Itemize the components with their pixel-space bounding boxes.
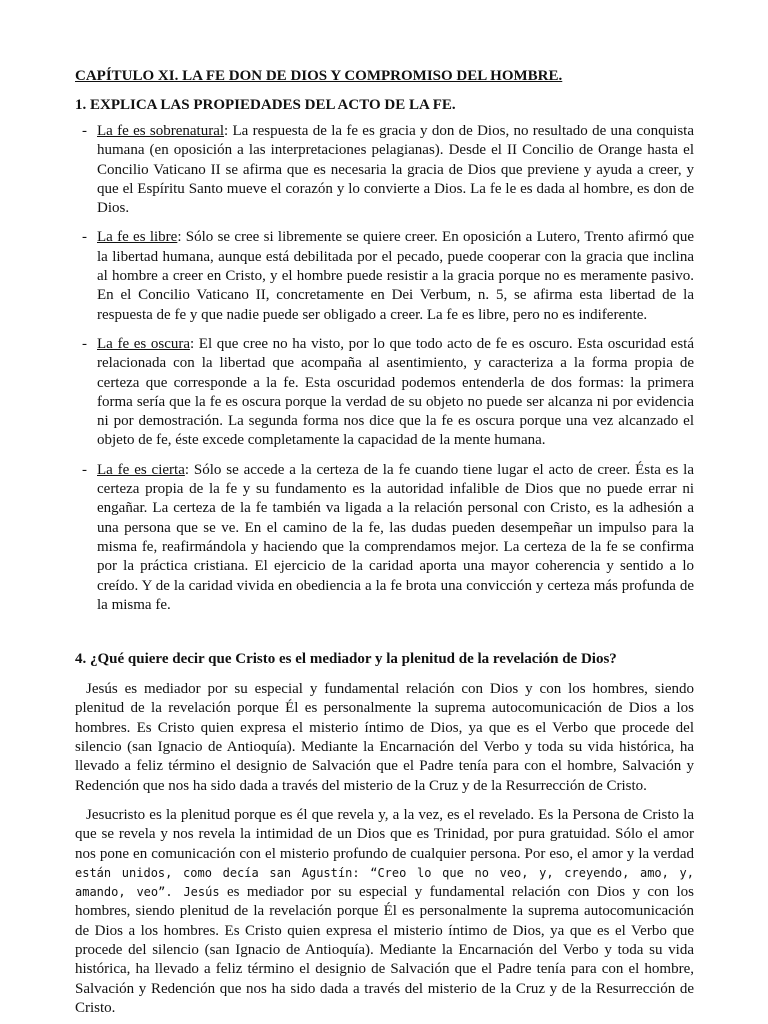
list-item-body	[97, 461, 694, 615]
chapter-title: CAPÍTULO XI. LA FE DON DE DIOS Y COMPROMISO DEL HOMBRE.	[75, 68, 563, 84]
paragraph-2-part-c: es mediador por su especial y fundamental relación con Dios y con los hombres, siendo plenitud de la revelación porque Él es personalmente la suprema autocomunicación de Dios a los hombres. Es Cristo quien expresa el misterio íntimo de Dios, ya que es el Verbo que procede del silencio (san Ignacio de Antioquía). Mediante la Encarnación del Verbo y toda su vida histórica, ha llevado a feliz término el designio de Salvación que el Padre tenía para con el hombre, Salvación y Redención que nos ha sido dada a través del misterio de la Cruz y de la Resurrección de Cristo.	[75, 884, 694, 1016]
list-item-text: : Sólo se accede a la certeza de la fe cuando tiene lugar el acto de creer. Ésta es la certeza propia de la fe y su fundamento es la autoridad infalible de Dios que no puede errar ni engañar. La certeza de la fe también va ligada a la relación personal con Cristo, es la adhesión a una persona que se ve. En el camino de la fe, las dudas pueden desempeñar un impulso para la misma fe, reafirmándola y haciendo que la comprendamos mejor. La certeza de la fe se confirma por la práctica cristiana. El ejercicio de la caridad aporta una mayor coherencia y sentido a lo creído. Y de la caridad vivida en obediencia a la fe brota una convicción y certeza más profunda de la misma fe.	[97, 461, 694, 613]
list-item-label: La fe es oscura	[97, 335, 191, 352]
list-item-body	[97, 335, 694, 451]
list-item	[75, 461, 694, 615]
list-item-label: La fe es cierta	[97, 461, 185, 478]
list-dash: -	[82, 229, 87, 246]
list-item-text: : La respuesta de la fe es gracia y don de Dios, no resultado de una conquista humana (en oposición a las interpretaciones pelagianas). Desde el II Concilio de Orange hasta el Concilio Vaticano II se afirma que es necesaria la gracia de Dios que previene y ayuda a creer, y que el Espíritu Santo mueve el corazón y lo convierte a Dios. La fe le es dada al hombre, es don de Dios.	[97, 123, 694, 217]
list-item-label: La fe es sobrenatural	[97, 123, 225, 139]
section-4-heading: 4. ¿Qué quiere decir que Cristo es el mediador y la plenitud de la revelación de Dios?	[75, 651, 617, 668]
paragraph-2-part-a: Jesucristo es la plenitud porque es él que revela y, a la vez, es el revelado. Es la Persona de Cristo la que se revela y nos revela la intimidad de un Dios que es Trinidad, por pura gratuidad. Sólo el amor nos pone en comunicación con el misterio profundo de cualquier persona. Por eso, el amor y la verdad	[75, 806, 694, 862]
list-dash: -	[82, 335, 87, 352]
paragraph-1: Jesús es mediador por su especial y fundamental relación con Dios y con los hombres, siendo plenitud de la revelación porque Él es personalmente la suprema autocomunicación de Dios a los hombres. Es Cristo quien expresa el misterio íntimo de Dios, ya que es el Verbo que procede del silencio (san Ignacio de Antioquía). Mediante la Encarnación del Verbo y toda su vida histórica, ha llevado a feliz término el designio de Salvación que el Padre tenía para con el hombre, Salvación y Redención que nos ha sido dada a través del misterio de la Cruz y de la Resurrección de Cristo.	[75, 681, 694, 794]
paragraph-2	[75, 806, 694, 1018]
list-item-text: : Sólo se cree si libremente se quiere creer. En oposición a Lutero, Trento afirmó que la libertad humana, aunque está debilitada por el pecado, puede cooperar con la gracia que inclina al hombre a creer en Cristo, y el hombre puede resistir a la gracia porque no es meramente pasivo. En el Concilio Vaticano II, concretamente en Dei Verbum, n. 5, se afirma esta libertad de la respuesta de fe y que nadie puede ser obligado a creer. La fe es libre, pero no es indiferente.	[97, 229, 694, 323]
list-item	[75, 335, 694, 451]
list-dash: -	[82, 123, 87, 139]
list-item-text: : El que cree no ha visto, por lo que todo acto de fe es oscuro. Esta oscuridad está relacionada con la libertad que acompaña al asentimiento, y caracteriza a la forma propia de certeza que corresponde a la fe. Esta oscuridad podemos entenderla de dos formas: la primera forma sería que la fe es oscura porque la verdad de su objeto no puede ser alcanza ni por evidencia ni por demostración. La segunda forma nos dice que la fe es oscura porque una vez alcanzado el objeto de fe, éste excede completamente la capacidad de la mente humana.	[97, 335, 695, 449]
list-item-body	[97, 228, 694, 324]
augustine-quote-line: están unidos, como decía san Agustín: “Creo lo que no veo, y, creyendo, amo, y, amando, veo”. Jesús	[75, 865, 694, 900]
list-item-body	[97, 122, 694, 218]
list-item	[75, 122, 694, 218]
list-item	[75, 228, 694, 324]
list-dash: -	[82, 461, 87, 478]
properties-list	[75, 122, 694, 615]
list-item-label: La fe es libre	[97, 229, 178, 246]
section-1-heading: 1. EXPLICA LAS PROPIEDADES DEL ACTO DE LA FE.	[75, 97, 456, 113]
